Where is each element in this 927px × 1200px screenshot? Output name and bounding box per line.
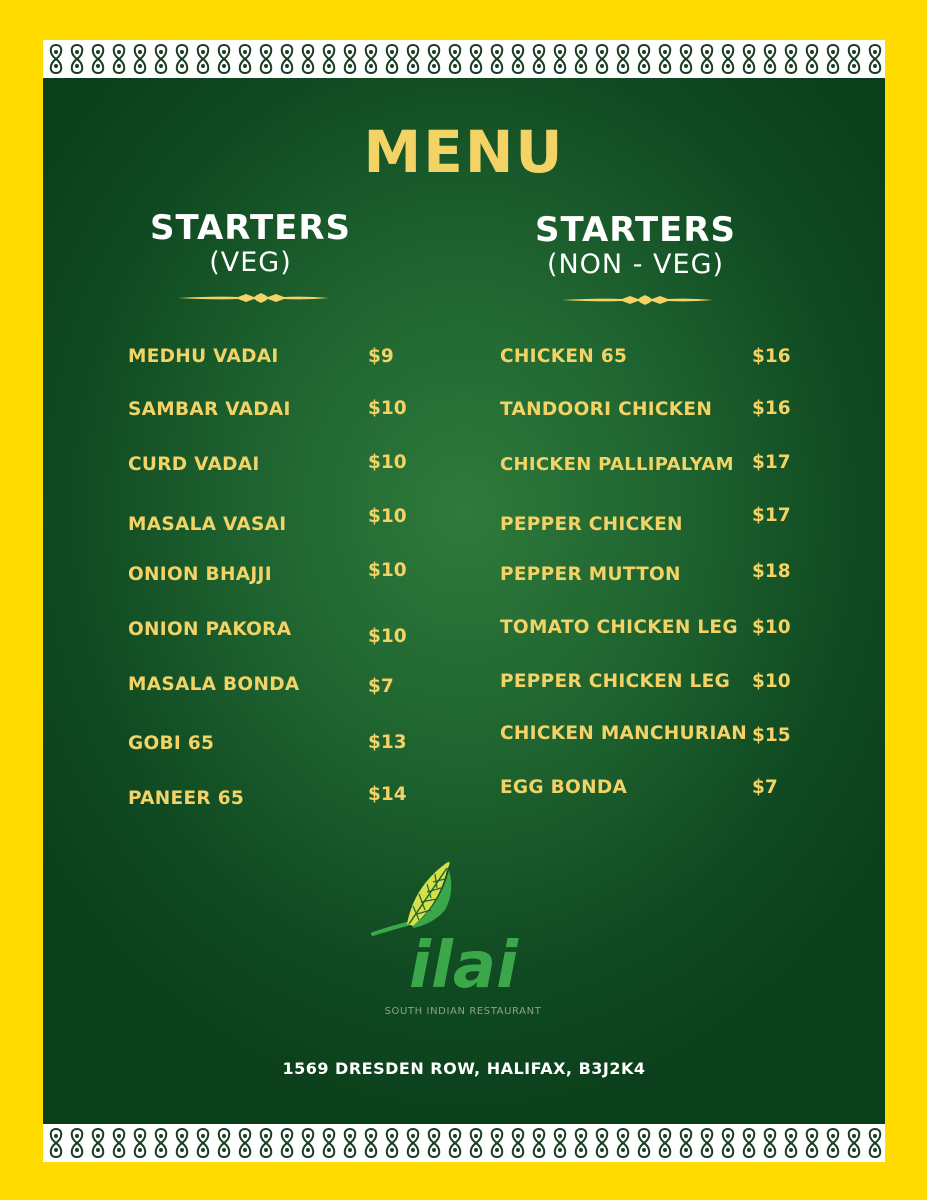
chain-link-icon: [723, 45, 734, 73]
nonveg-item-price: $16: [752, 398, 791, 419]
veg-item-name: MASALA BONDA: [128, 674, 300, 695]
chain-link-icon: [618, 45, 629, 73]
chain-link-icon: [576, 45, 587, 73]
nonveg-item-price: $17: [752, 452, 791, 473]
chain-link-icon: [240, 1129, 251, 1157]
logo-tagline: SOUTH INDIAN RESTAURANT: [384, 1006, 542, 1017]
chain-link-icon: [744, 1129, 755, 1157]
chain-link-icon: [492, 1129, 503, 1157]
chain-link-icon: [72, 1129, 83, 1157]
nonveg-subheading: (NON - VEG): [546, 249, 725, 280]
chain-link-icon: [492, 45, 503, 73]
chain-link-icon: [198, 1129, 209, 1157]
chain-link-icon: [366, 45, 377, 73]
veg-section-heading: [143, 208, 358, 278]
nonveg-item-name: CHICKEN PALLIPALYAM: [500, 454, 734, 475]
menu-page: [43, 40, 885, 1162]
veg-item-name: ONION BHAJJI: [128, 564, 272, 585]
chain-link-icon: [114, 1129, 125, 1157]
veg-item-name: SAMBAR VADAI: [128, 399, 291, 420]
chain-link-icon: [240, 45, 251, 73]
chain-link-icon: [219, 1129, 230, 1157]
chain-link-icon: [51, 1129, 62, 1157]
chain-link-icon: [324, 1129, 335, 1157]
chain-link-icon: [408, 1129, 419, 1157]
nonveg-item-price: $7: [752, 777, 778, 798]
chain-link-icon: [744, 45, 755, 73]
chain-link-icon: [828, 45, 839, 73]
nonveg-section-heading: [518, 210, 753, 280]
veg-item-price: $10: [368, 560, 407, 581]
chain-link-icon: [786, 45, 797, 73]
svg-text:ilai: ilai: [409, 929, 518, 1002]
veg-item-price: $7: [368, 676, 394, 697]
chain-link-icon: [828, 1129, 839, 1157]
chain-link-icon: [807, 1129, 818, 1157]
chain-link-icon: [156, 45, 167, 73]
nonveg-item-name: PEPPER CHICKEN: [500, 514, 683, 535]
nonveg-item-name: EGG BONDA: [500, 777, 628, 798]
chain-link-icon: [849, 45, 860, 73]
nonveg-item-price: $10: [752, 671, 791, 692]
chain-link-icon: [681, 45, 692, 73]
chain-link-icon: [156, 1129, 167, 1157]
chain-link-icon: [849, 1129, 860, 1157]
veg-item-name: CURD VADAI: [128, 454, 260, 475]
chain-link-icon: [303, 45, 314, 73]
chain-link-icon: [408, 45, 419, 73]
chain-link-icon: [513, 45, 524, 73]
chain-link-icon: [471, 45, 482, 73]
chain-link-icon: [534, 1129, 545, 1157]
veg-item-name: MASALA VASAI: [128, 514, 287, 535]
veg-item-name: PANEER 65: [128, 788, 245, 809]
chain-link-icon: [282, 45, 293, 73]
menu-title: MENU: [363, 118, 565, 186]
chain-pattern-icon: [43, 40, 885, 78]
ornament-divider-icon: [560, 292, 715, 308]
nonveg-heading: STARTERS: [534, 210, 737, 250]
nonveg-item-name: CHICKEN MANCHURIAN: [500, 723, 748, 744]
chain-link-icon: [324, 45, 335, 73]
chain-link-icon: [366, 1129, 377, 1157]
chain-link-icon: [870, 1129, 881, 1157]
chain-link-icon: [534, 45, 545, 73]
chain-link-icon: [114, 45, 125, 73]
chain-link-icon: [660, 1129, 671, 1157]
nonveg-item-name: TANDOORI CHICKEN: [500, 399, 713, 420]
chain-link-icon: [345, 1129, 356, 1157]
bottom-ornamental-border: [43, 1124, 885, 1162]
nonveg-item-price: $10: [752, 617, 791, 638]
chain-link-icon: [702, 1129, 713, 1157]
veg-item-name: GOBI 65: [128, 733, 215, 754]
chain-link-icon: [429, 1129, 440, 1157]
ilai-logo: [369, 852, 559, 1002]
nonveg-item-price: $17: [752, 505, 791, 526]
chain-link-icon: [639, 1129, 650, 1157]
restaurant-address: 1569 DRESDEN ROW, HALIFAX, B3J2K4: [282, 1059, 646, 1078]
chain-link-icon: [618, 1129, 629, 1157]
veg-item-price: $9: [368, 346, 394, 367]
chain-link-icon: [135, 45, 146, 73]
chain-link-icon: [135, 1129, 146, 1157]
nonveg-item-price: $15: [752, 725, 791, 746]
chain-link-icon: [450, 45, 461, 73]
chain-link-icon: [576, 1129, 587, 1157]
chain-link-icon: [597, 1129, 608, 1157]
chain-link-icon: [513, 1129, 524, 1157]
banana-leaf-icon: [373, 862, 451, 934]
nonveg-item-name: CHICKEN 65: [500, 346, 628, 367]
chain-link-icon: [660, 45, 671, 73]
chain-link-icon: [555, 45, 566, 73]
chain-link-icon: [429, 45, 440, 73]
chain-link-icon: [723, 1129, 734, 1157]
chain-pattern-icon: [43, 1124, 885, 1162]
chain-link-icon: [177, 1129, 188, 1157]
chain-link-icon: [219, 45, 230, 73]
veg-item-price: $14: [368, 784, 407, 805]
veg-item-price: $10: [368, 398, 407, 419]
chain-link-icon: [597, 45, 608, 73]
veg-subheading: (VEG): [209, 247, 292, 278]
chain-link-icon: [93, 45, 104, 73]
chain-link-icon: [387, 1129, 398, 1157]
chain-link-icon: [681, 1129, 692, 1157]
veg-heading: STARTERS: [149, 208, 352, 248]
chain-link-icon: [870, 45, 881, 73]
veg-item-price: $10: [368, 506, 407, 527]
chain-link-icon: [765, 1129, 776, 1157]
chain-link-icon: [450, 1129, 461, 1157]
chain-link-icon: [471, 1129, 482, 1157]
nonveg-item-price: $16: [752, 346, 791, 367]
veg-item-price: $10: [368, 626, 407, 647]
chain-link-icon: [765, 45, 776, 73]
chain-link-icon: [303, 1129, 314, 1157]
nonveg-item-name: PEPPER MUTTON: [500, 564, 681, 585]
veg-item-name: MEDHU VADAI: [128, 346, 279, 367]
top-ornamental-border: [43, 40, 885, 78]
chain-link-icon: [93, 1129, 104, 1157]
nonveg-item-name: TOMATO CHICKEN LEG: [500, 617, 738, 638]
chain-link-icon: [72, 45, 83, 73]
chain-link-icon: [51, 45, 62, 73]
chain-link-icon: [282, 1129, 293, 1157]
chain-link-icon: [555, 1129, 566, 1157]
chain-link-icon: [261, 1129, 272, 1157]
chain-link-icon: [639, 45, 650, 73]
chain-link-icon: [702, 45, 713, 73]
chain-link-icon: [786, 1129, 797, 1157]
nonveg-item-name: PEPPER CHICKEN LEG: [500, 671, 731, 692]
nonveg-item-price: $18: [752, 561, 791, 582]
chain-link-icon: [198, 45, 209, 73]
chain-link-icon: [387, 45, 398, 73]
chain-link-icon: [177, 45, 188, 73]
veg-item-price: $10: [368, 452, 407, 473]
chain-link-icon: [261, 45, 272, 73]
chain-link-icon: [807, 45, 818, 73]
veg-item-price: $13: [368, 732, 407, 753]
chain-link-icon: [345, 45, 356, 73]
ornament-divider-icon: [176, 290, 331, 306]
veg-item-name: ONION PAKORA: [128, 619, 292, 640]
